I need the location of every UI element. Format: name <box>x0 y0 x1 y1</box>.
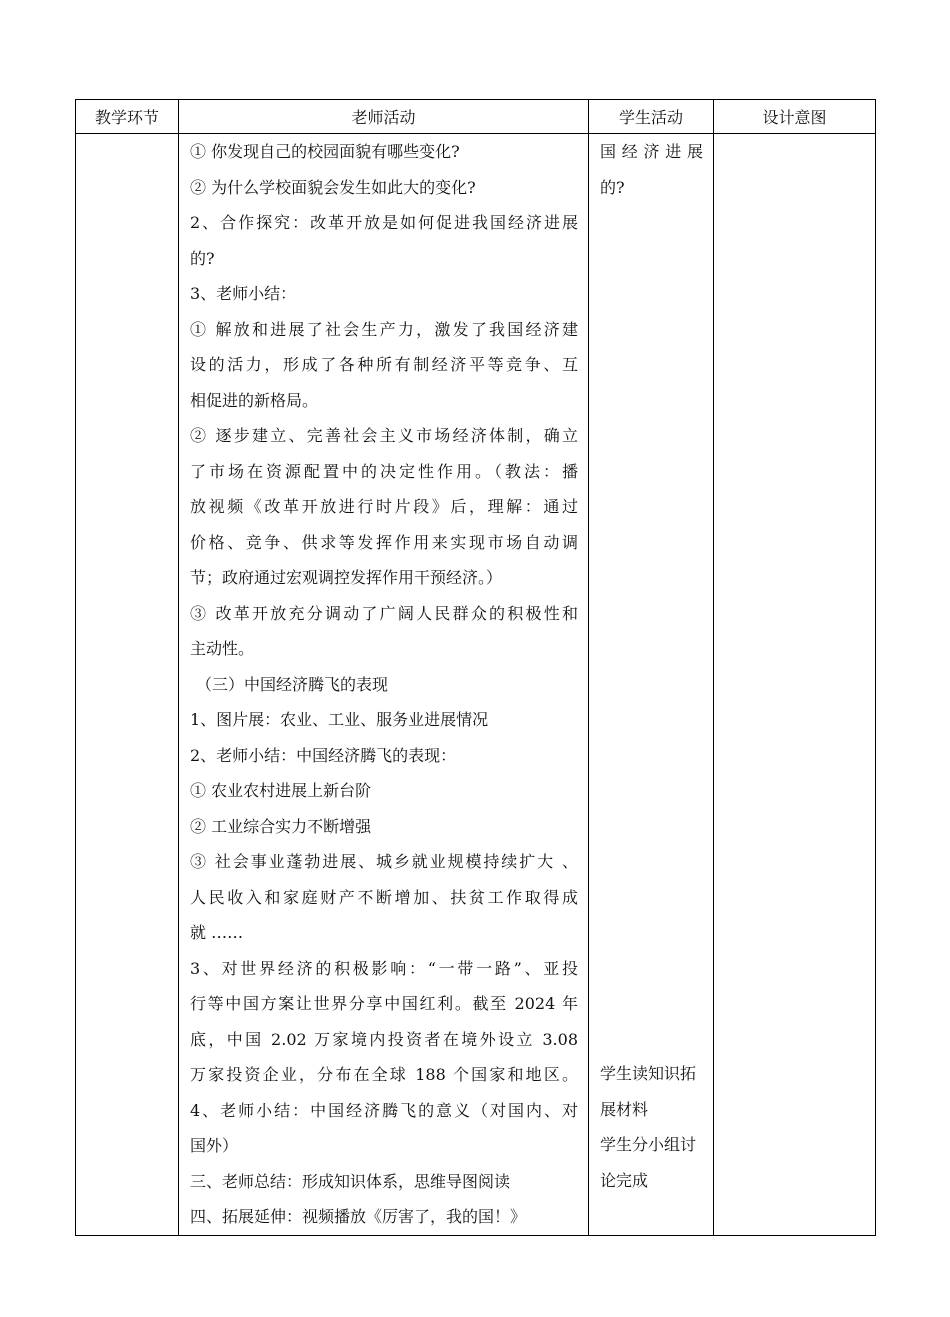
teacher-line: 人民收入和家庭财产不断增加、扶贫工作取得成 <box>190 887 578 907</box>
teacher-line: 价格、竞争、供求等发挥作用来实现市场自动调 <box>190 532 578 552</box>
teacher-line: 设的活力，形成了各种所有制经济平等竞争、互 <box>190 355 578 374</box>
teacher-line: （三）中国经济腾飞的表现 <box>196 674 389 694</box>
teacher-line: ② 逐步建立、完善社会主义市场经济体制，确立 <box>190 426 578 445</box>
teacher-line: ③ 改革开放充分调动了广阔人民群众的积极性和 <box>190 603 578 623</box>
table-header-row <box>76 100 876 134</box>
teacher-activity-cell <box>179 134 589 1236</box>
student-line: 展材料 <box>600 1099 649 1119</box>
student-line: 论完成 <box>600 1170 649 1190</box>
student-line: 的? <box>600 177 625 197</box>
teacher-line: 3、老师小结： <box>190 284 297 303</box>
student-activity-cell <box>589 134 714 1236</box>
table-row <box>76 134 876 1236</box>
teacher-line: 四、拓展延伸：视频播放《厉害了，我的国！》 <box>190 1207 527 1226</box>
lesson-plan-table <box>75 99 876 1236</box>
teacher-line: 三、老师总结：形成知识体系，思维导图阅读 <box>190 1171 511 1191</box>
teacher-line: 2、老师小结：中国经济腾飞的表现： <box>190 745 457 765</box>
header-student-activity: 学生活动 <box>589 100 714 134</box>
teacher-line: 国外） <box>190 1136 239 1155</box>
teacher-line: ② 工业综合实力不断增强 <box>190 816 372 836</box>
teacher-line: 3、对世界经济的积极影响：“一带一路”、亚投 <box>190 958 578 978</box>
teacher-line: 主动性。 <box>190 639 255 658</box>
teacher-line: 就 …… <box>190 923 244 942</box>
student-line: 学生读知识拓 <box>600 1064 697 1083</box>
student-line: 国 经 济 进 展 <box>600 142 703 161</box>
teacher-line: 相促进的新格局。 <box>190 390 319 410</box>
teacher-line: 4、老师小结：中国经济腾飞的意义（对国内、对 <box>190 1100 578 1120</box>
teacher-line: 了市场在资源配置中的决定性作用。（教法：播 <box>190 461 578 481</box>
teacher-line: 1、图片展：农业、工业、服务业进展情况 <box>190 710 489 729</box>
student-activity-content <box>589 134 713 1198</box>
teacher-line: 行等中国方案让世界分享中国红利。截至 2024 年 <box>190 994 578 1013</box>
header-teacher-activity: 老师活动 <box>179 100 589 134</box>
teacher-line: 放视频《改革开放进行时片段》后，理解：通过 <box>190 497 578 516</box>
student-spacer <box>600 205 703 1056</box>
teacher-line: ③ 社会事业蓬勃进展、城乡就业规模持续扩大 、 <box>190 852 578 871</box>
teaching-segment-cell <box>76 134 179 1236</box>
teacher-line: 底，中国 2.02 万家境内投资者在境外设立 3.08 <box>190 1029 578 1049</box>
teacher-line: ② 为什么学校面貌会发生如此大的变化? <box>190 177 476 197</box>
teacher-line: 节；政府通过宏观调控发挥作用干预经济。） <box>190 568 503 587</box>
header-teaching-segment: 教学环节 <box>76 100 179 134</box>
teacher-activity-content <box>179 134 588 1235</box>
teacher-line: ① 解放和进展了社会生产力，激发了我国经济建 <box>190 319 578 339</box>
teacher-line: 2、合作探究：改革开放是如何促进我国经济进展 <box>190 213 578 232</box>
header-design-intent: 设计意图 <box>714 100 876 134</box>
design-intent-cell <box>714 134 876 1236</box>
teacher-line: ① 你发现自己的校园面貌有哪些变化? <box>190 142 460 161</box>
teacher-line: 万家投资企业，分布在全球 188 个国家和地区。 <box>190 1065 578 1084</box>
student-line: 学生分小组讨 <box>600 1135 697 1154</box>
teacher-line: ① 农业农村进展上新台阶 <box>190 781 372 800</box>
teacher-line: 的? <box>190 248 215 268</box>
